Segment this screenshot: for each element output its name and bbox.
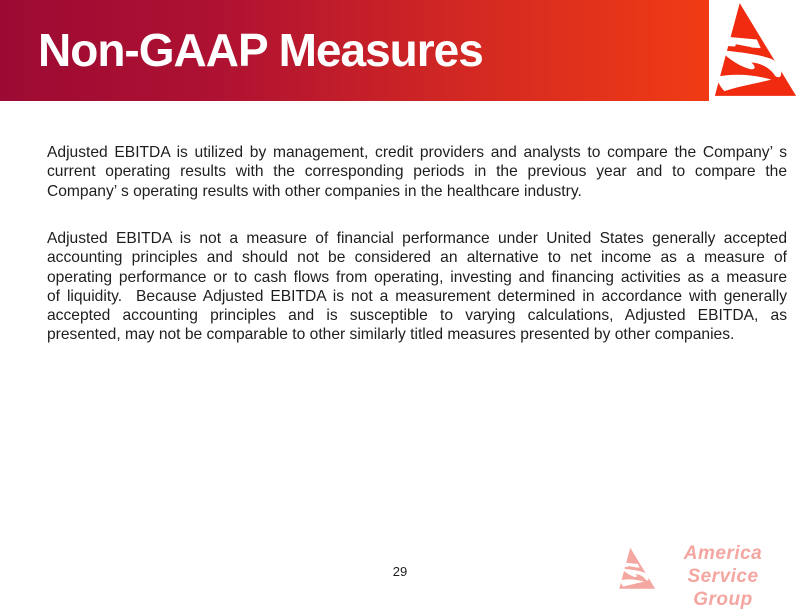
body-paragraph-2 [47,229,787,345]
paragraph-line: of liquidity. Because Adjusted EBITDA is not a measurement determined in accordance with generally [47,287,787,305]
body-paragraph-1 [47,143,787,201]
company-name-line1: America Service [683,543,763,587]
company-name [646,542,800,611]
page-title: Non-GAAP Measures [38,24,483,76]
paragraph-line: operating performance or to cash flows from operating, investing and financing activities as a measure [47,268,787,286]
paragraph-line: presented, may not be comparable to other similarly titled measures presented by other companies. [47,326,735,344]
paragraph-line: accounting principles and should not be considered an alternative to net income as a measure of [47,249,787,267]
page-number: 29 [392,564,408,579]
eagle-triangle-icon [712,1,798,99]
company-name-line2: Group [693,589,753,610]
paragraph-line: Company’ s operating results with other companies in the healthcare industry. [47,182,582,200]
paragraph-line: accepted accounting principles and is susceptible to varying calculations, Adjusted EBITDA, as [47,307,787,325]
paragraph-line: current operating results with the corresponding periods in the previous year and to compare the [47,163,787,181]
paragraph-line: Adjusted EBITDA is not a measure of financial performance under United States generally accepted [47,230,787,247]
header-band [0,0,709,101]
paragraph-line: Adjusted EBITDA is utilized by management, credit providers and analysts to compare the Company’ s [47,144,787,161]
